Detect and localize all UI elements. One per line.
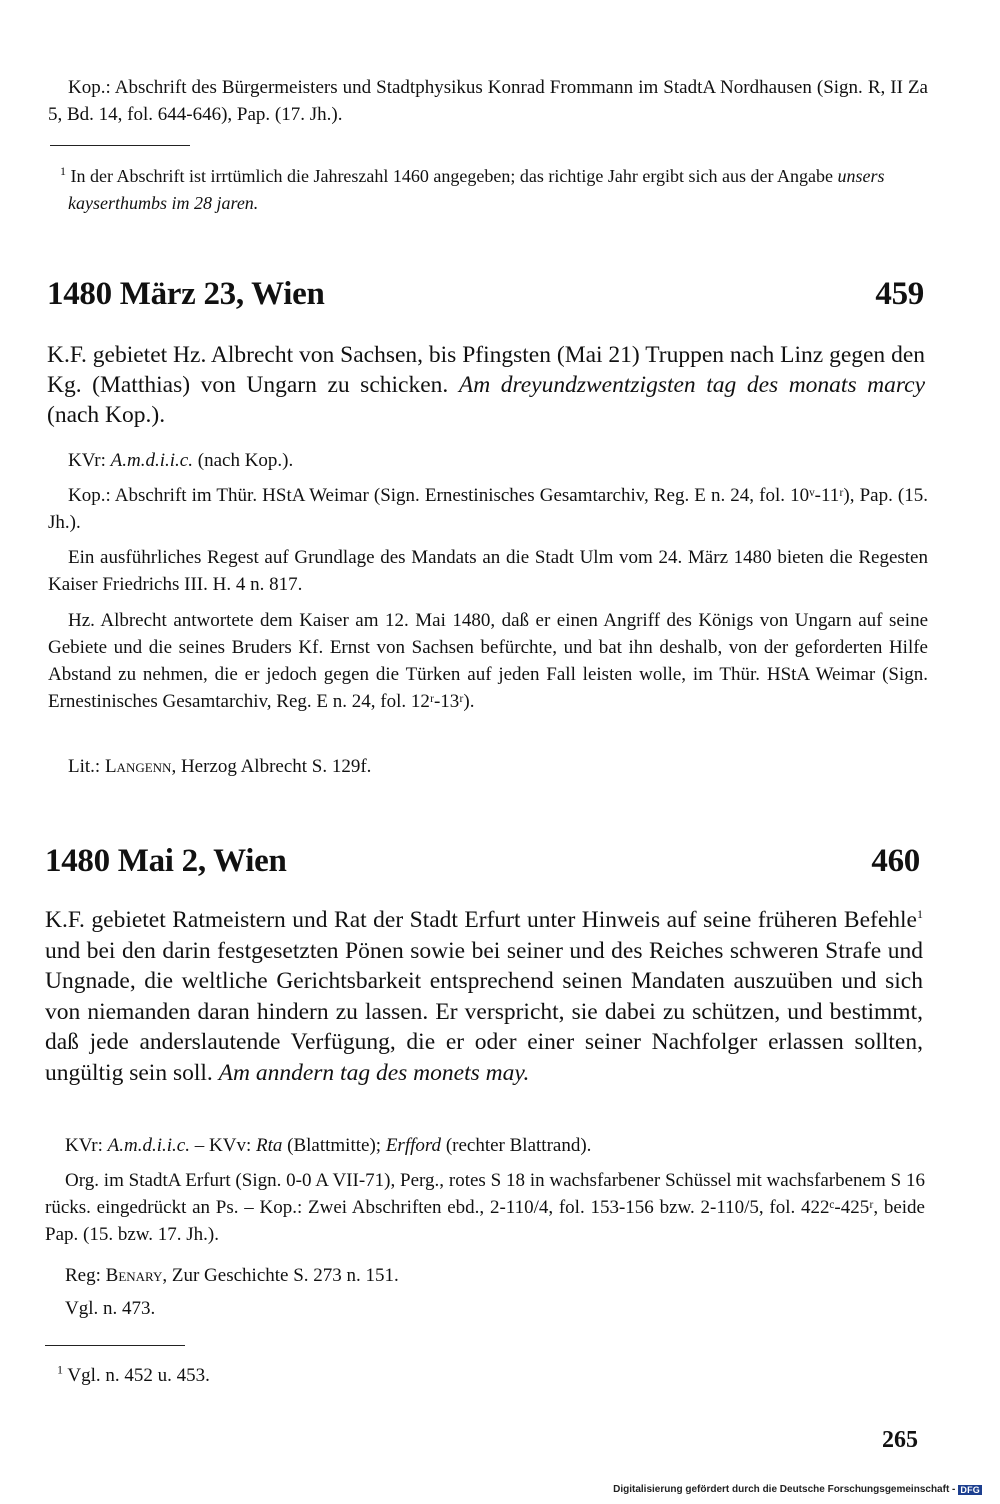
dfg-logo: DFG	[960, 1484, 980, 1495]
footnote-text: In der Abschrift ist irrtümlich die Jahreszahl 1460 angegeben; das richtige Jahr ergibt sich aus der Angabe	[70, 166, 838, 186]
entry-number-459: 459	[875, 276, 924, 312]
original-460: Org. im StadtA Erfurt (Sign. 0-0 A VII-71), Perg., rotes S 18 in wachsfarbener Schüssel mit wachsfarbenem S 16 rücks. eingedrückt an Ps. – Kop.: Zwei Abschriften ebd., 2-110/4, fol. 153-156 bzw. 2-110/5, fol. 422ᶜ-425ʳ, beide Pap. (15. bzw. 17. Jh.).	[45, 1170, 925, 1245]
footnote-marker: 1	[57, 1362, 63, 1377]
author-name: Langenn	[104, 756, 172, 777]
kvr-kvv-460: KVr: A.m.d.i.i.c. – KVv: Rta (Blattmitte); Erfford (rechter Blattrand).	[65, 1135, 592, 1156]
entry-number-460: 460	[871, 843, 920, 879]
dating-formula: Am dreyundzwentzigsten tag des monats marcy	[458, 372, 926, 398]
dating-formula: Am anndern tag des monets may.	[218, 1059, 530, 1086]
entry-date-place: 1480 Mai 2, Wien	[45, 843, 287, 879]
digitization-credit	[613, 1484, 982, 1495]
footnote-marker: 1	[60, 164, 66, 178]
footnote-rule-top	[50, 145, 190, 146]
author-name: Benary	[105, 1265, 163, 1286]
literature-459: Lit.: Langenn, Herzog Albrecht S. 129f.	[68, 756, 372, 777]
footnote-top	[48, 163, 948, 217]
kop-459: Kop.: Abschrift im Thür. HStA Weimar (Sign. Ernestinisches Gesamtarchiv, Reg. E n. 24, fol. 10ᵛ-11ʳ), Pap. (15. Jh.).	[48, 485, 928, 533]
entry-summary-459: K.F. gebietet Hz. Albrecht von Sachsen, bis Pfingsten (Mai 21) Truppen nach Linz gegen den Kg. (Matthias) von Ungarn zu schicken. Am dreyundzwentzigsten tag des monats marcy (nach Kop.).	[47, 342, 926, 428]
footnote-rule-460	[45, 1345, 185, 1346]
entry-heading-459	[47, 276, 325, 313]
footnote-quote: unsers kayserthumbs im 28 jaren.	[68, 166, 885, 213]
kop-reference-top: Kop.: Abschrift des Bürgermeisters und Stadtphysikus Konrad Frommann im StadtA Nordhausen (Sign. R, II Za 5, Bd. 14, fol. 644-646), Pap. (17. Jh.).	[48, 77, 928, 125]
note-answer-459: Hz. Albrecht antwortete dem Kaiser am 12. Mai 1480, daß er einen Angriff des Königs von Ungarn auf seine Gebiete und die seines Bruders Kf. Ernst von Sachsen befürchte, und bat ihn deshalb, von der geforderten Hilfe Abstand zu nehmen, die er jedoch gegen die Türken auf jeden Fall leisten wolle, im Thür. HStA Weimar (Sign. Ernestinisches Gesamtarchiv, Reg. E n. 24, fol. 12ʳ-13ʳ).	[48, 610, 928, 712]
regest-460: Reg: Benary, Zur Geschichte S. 273 n. 151.	[65, 1265, 399, 1286]
footnote-460: $^1$ Vgl. n. 452 u. 453.	[57, 1362, 210, 1386]
credit-text: Digitalisierung gefördert durch die Deutsche Forschungsgemeinschaft -	[613, 1484, 956, 1495]
entry-date-place: 1480 März 23, Wien	[47, 276, 325, 312]
footnote-ref: 1	[917, 907, 923, 922]
entry-summary-460: K.F. gebietet Ratmeistern und Rat der Stadt Erfurt unter Hinweis auf seine früheren Befehle$^1$ und bei den darin festgesetzten Pönen sowie bei seiner und des Reiches schweren Strafe und Ungnade, die weltliche Gerichtsbarkeit entsprechend seinen Mandaten auszuüben und sich von niemanden daran hindern zu lassen. Er verspricht, sie dabei zu schützen, und bestimmt, daß jede anderslautende Verfügung, die er oder einer seiner Nachfolger erlassen sollten, ungültig sein soll. Am anndern tag des monets may.	[45, 907, 923, 1086]
entry-heading-460	[45, 843, 287, 880]
page-number: 265	[882, 1427, 918, 1453]
note-regest-459: Ein ausführliches Regest auf Grundlage des Mandats an die Stadt Ulm vom 24. März 1480 bieten die Regesten Kaiser Friedrichs III. H. 4 n. 817.	[48, 547, 928, 595]
kvr-459: KVr: A.m.d.i.i.c. (nach Kop.).	[68, 450, 294, 471]
vgl-460: Vgl. n. 473.	[65, 1298, 156, 1319]
